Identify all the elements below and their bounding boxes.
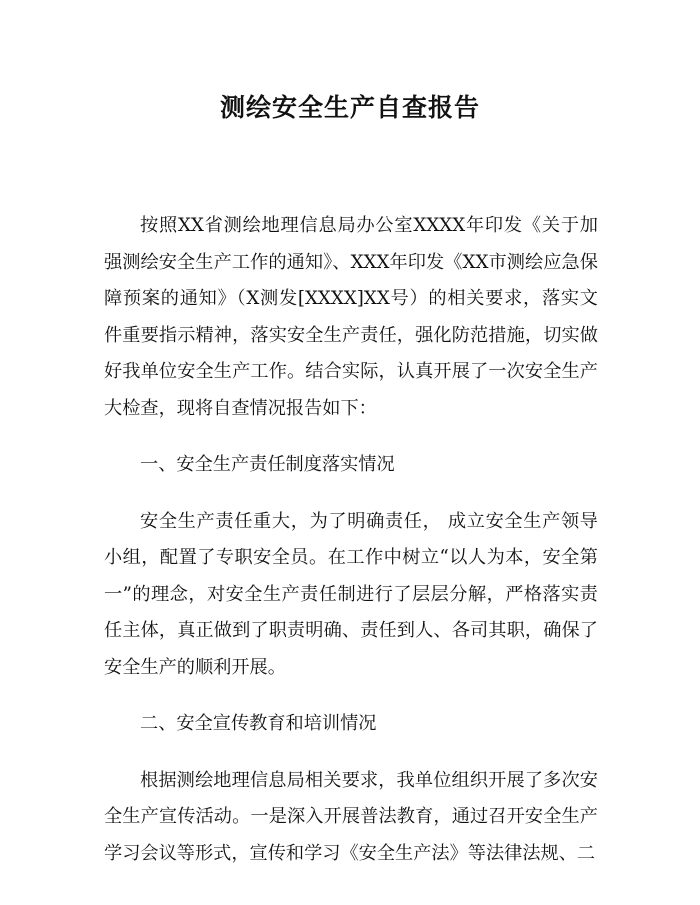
- section-1-paragraph: 安全生产责任重大，为了明确责任， 成立安全生产领导小组，配置了专职安全员。在工作中树立“以人为本，安全第一”的理念，对安全生产责任制进行了层层分解，严格落实责任主体，真正做到了职责明确、责任到人、各司其职，确保了安全生产的顺利开展。: [104, 510, 598, 678]
- section-heading-2: 二、安全宣传教育和培训情况: [140, 713, 377, 734]
- document-title: 测绘安全生产自查报告: [219, 93, 480, 122]
- document-body: [104, 208, 598, 872]
- section-heading-1: 一、安全生产责任制度落实情况: [140, 454, 395, 475]
- intro-paragraph: 按照XX省测绘地理信息局办公室XXXX年印发《关于加强测绘安全生产工作的通知》、XXX年印发《XX市测绘应急保障预案的通知》（X测发[XXXX]XX号）的相关要求，落实文件重要指示精神，落实安全生产责任，强化防范措施，切实做好我单位安全生产工作。结合实际，认真开展了一次安全生产大检查，现将自查情况报告如下：: [104, 215, 598, 419]
- section-2-paragraph: 根据测绘地理信息局相关要求，我单位组织开展了多次安全生产宣传活动。一是深入开展普法教育，通过召开安全生产学习会议等形式，宣传和学习《安全生产法》等法律法规、二: [104, 769, 598, 864]
